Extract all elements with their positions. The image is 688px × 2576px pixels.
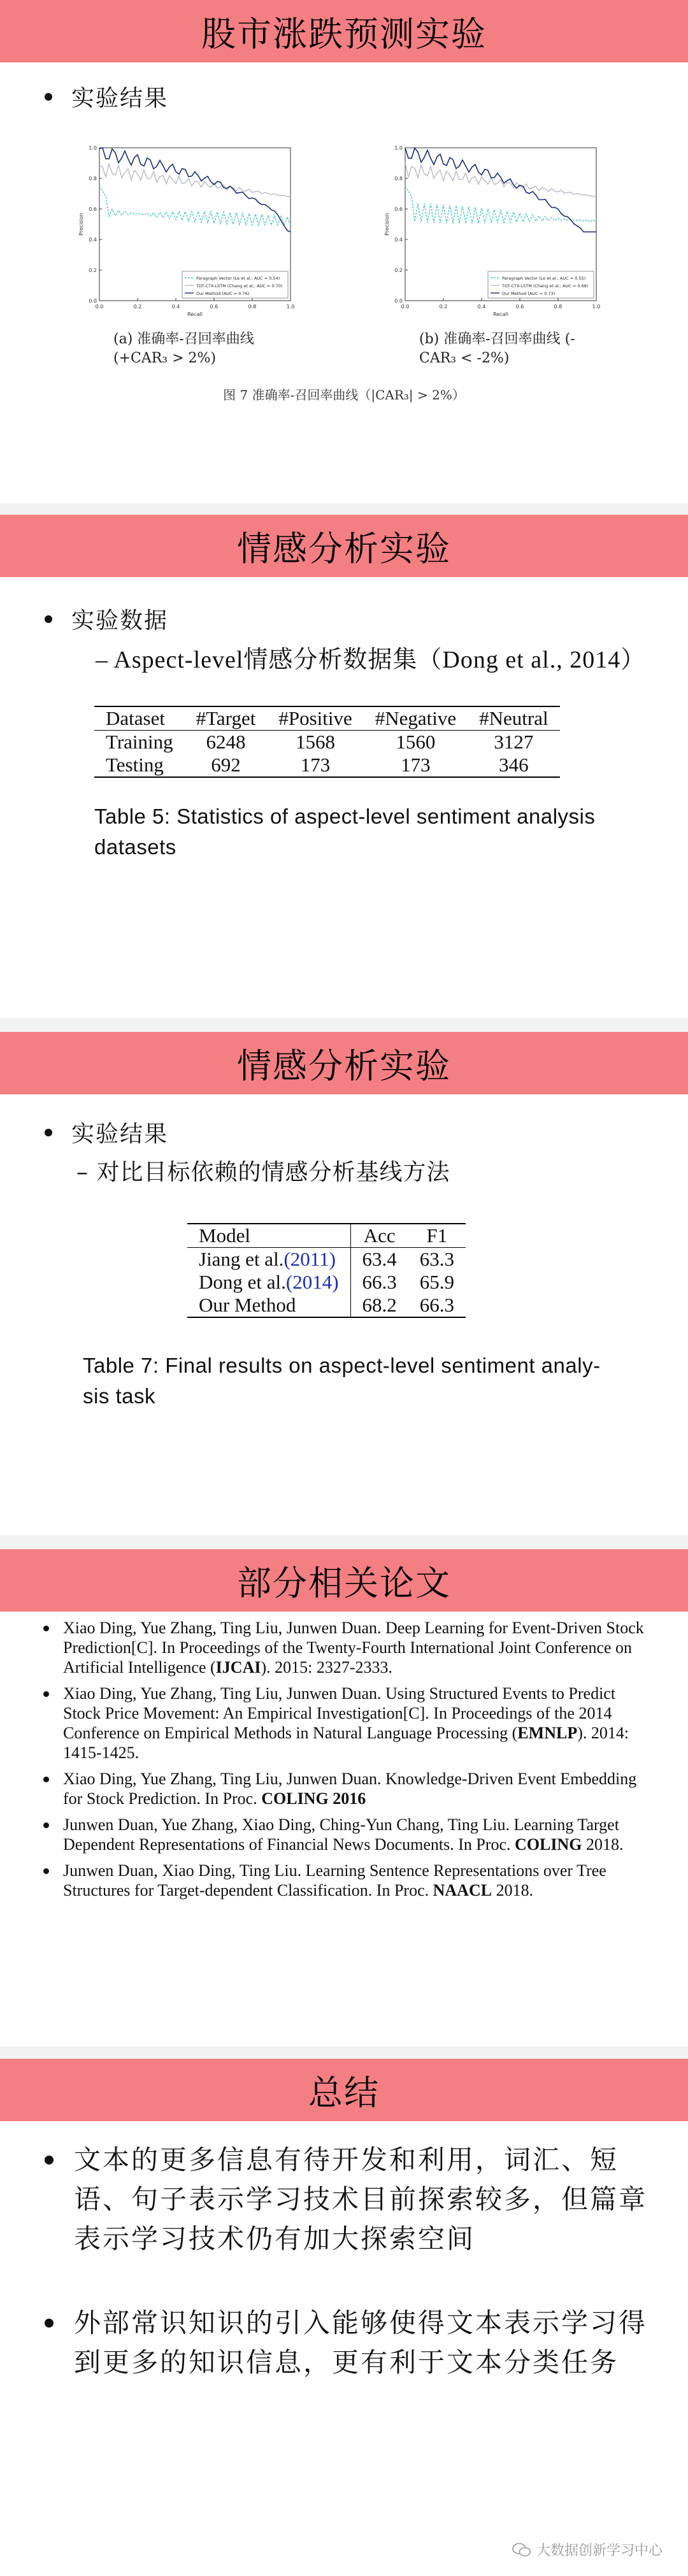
- reference-list: [43, 1618, 649, 1907]
- series-line-our-method: [405, 148, 596, 232]
- legend-entry: Our Method (AUC = 0.73): [502, 291, 555, 296]
- bullet-item: [45, 603, 168, 635]
- table-header: #Target: [196, 707, 256, 729]
- x-tick-label: 1.0: [592, 304, 601, 310]
- slide-title: 股市涨跌预测实验: [0, 0, 688, 62]
- x-axis-label: Recall: [493, 311, 508, 317]
- x-tick-label: 1.0: [286, 304, 295, 310]
- table-cell: 346: [499, 754, 529, 776]
- reference-item: Junwen Duan, Xiao Ding, Ting Liu. Learning Sentence Representations over Tree Structures for Target-dependent Classification. In Proc. NAACL 2018.: [43, 1861, 649, 1900]
- y-tick-label: 0.2: [89, 268, 97, 273]
- legend-entry: Paragraph Vector (Le et al.; AUC = 0.55): [502, 276, 586, 281]
- table-cell: Jiang et al.(2011): [187, 1248, 350, 1271]
- table-cell: 63.3: [419, 1248, 455, 1270]
- x-axis-label: Recall: [187, 311, 203, 317]
- x-tick-label: 0.8: [248, 304, 257, 310]
- table-header: F1: [426, 1224, 448, 1247]
- series-line-paragraph-vector: [405, 186, 596, 224]
- pr-chart-b-svg: [382, 140, 612, 325]
- bullet-dot-icon: [45, 615, 52, 623]
- slide-title: 总结: [0, 2059, 688, 2121]
- y-tick-label: 0.2: [394, 268, 403, 273]
- table-row: [187, 1294, 466, 1317]
- x-tick-label: 0.0: [401, 304, 410, 310]
- table-header-row: [187, 1224, 466, 1248]
- legend-entry: TGT-CTX-LSTM (Chang et al.; AUC = 0.70): [196, 283, 283, 289]
- table-cell: 3127: [494, 731, 534, 753]
- reference-item: Junwen Duan, Yue Zhang, Xiao Ding, Ching-Yun Chang, Ting Liu. Learning Target Dependent Representations of Financial News Documents. In Proc. COLING 2018.: [43, 1815, 649, 1854]
- y-tick-label: 1.0: [394, 145, 403, 151]
- chart-b-caption: (b) 准确率-召回率曲线 (- CAR₃ < -2%): [419, 331, 575, 366]
- pr-chart-a-svg: [76, 140, 306, 325]
- table-cell: 65.9: [419, 1271, 455, 1293]
- y-tick-label: 1.0: [89, 145, 97, 151]
- chart-a-caption: (a) 准确率-召回率曲线 (+CAR₃ > 2%): [113, 331, 254, 366]
- table-cell: 173: [300, 754, 331, 776]
- table-row: [187, 1248, 466, 1271]
- x-tick-label: 0.4: [477, 304, 486, 310]
- slide-sentiment-data: [0, 515, 688, 1024]
- table-header-row: [94, 706, 560, 731]
- x-tick-label: 0.4: [171, 304, 180, 310]
- bullet-text: 实验结果: [71, 85, 169, 111]
- bullet-dot-icon: [43, 1777, 49, 1782]
- x-tick-label: 0.2: [133, 304, 142, 310]
- y-axis-label: Precision: [78, 213, 84, 236]
- x-tick-label: 0.8: [554, 304, 563, 310]
- watermark: 大数据创新学习中心: [512, 2540, 663, 2559]
- y-tick-label: 0.0: [394, 298, 403, 304]
- bullet-dot-icon: [43, 1691, 49, 1697]
- slide-separator: [0, 1018, 688, 1032]
- y-tick-label: 0.6: [394, 206, 403, 212]
- results-table: [187, 1223, 466, 1318]
- table-cell: 6248: [206, 731, 246, 753]
- citation-link[interactable]: (2014): [285, 1271, 339, 1293]
- table-row: [94, 731, 560, 754]
- series-line-paragraph-vector: [99, 186, 290, 225]
- table-cell: 692: [211, 754, 241, 776]
- sub-bullet: – 对比目标依赖的情感分析基线方法: [76, 1159, 450, 1185]
- table-cell: 66.3: [419, 1294, 455, 1316]
- bullet-text: 实验数据: [71, 608, 169, 634]
- bullet-item: [45, 1116, 168, 1148]
- table-header: #Negative: [375, 707, 457, 729]
- table-row: [94, 754, 560, 777]
- y-tick-label: 0.0: [89, 298, 97, 304]
- x-tick-label: 0.0: [95, 304, 104, 310]
- bullet-dot-icon: [45, 1129, 52, 1136]
- slide-separator: [0, 1535, 688, 1549]
- series-line-tgt-ctx-lstm: [99, 164, 290, 197]
- figure-caption: 图 7 准确率-召回率曲线（|CAR₃| > 2%）: [223, 387, 465, 403]
- slide-stock-prediction: [0, 0, 688, 515]
- x-tick-label: 0.2: [439, 304, 448, 310]
- bullet-item: [45, 80, 168, 113]
- table-header: Model: [187, 1224, 350, 1248]
- slide-sentiment-results: [0, 1032, 688, 1542]
- table-caption: Table 5: Statistics of aspect-level sentiment analysis datasets: [94, 805, 596, 859]
- reference-item: Xiao Ding, Yue Zhang, Ting Liu, Junwen Duan. Knowledge-Driven Event Embedding for Stock Prediction. In Proc. COLING 2016: [43, 1769, 649, 1808]
- table-caption: Table 7: Final results on aspect-level sentiment analy- sis task: [83, 1354, 601, 1408]
- wechat-icon: [512, 2543, 531, 2557]
- bullet-text: 实验结果: [71, 1121, 169, 1147]
- summary-bullet: 外部常识知识的引入能够使得文本表示学习得到更多的知识信息，更有利于文本分类任务: [45, 2303, 650, 2382]
- reference-item: Xiao Ding, Yue Zhang, Ting Liu, Junwen Duan. Using Structured Events to Predict Stock Price Movement: An Empirical Investigation[C]. In Proceedings of the 2014 Conference on Empirical Methods in Natural Language Processing (EMNLP). 2014: 1415-1425.: [43, 1684, 649, 1763]
- slide-title: 部分相关论文: [0, 1549, 688, 1612]
- bullet-dot-icon: [43, 1626, 49, 1631]
- bullet-dot-icon: [45, 93, 52, 101]
- sub-bullet: – Aspect-level情感分析数据集（Dong et al., 2014）: [96, 647, 646, 673]
- slide-title: 情感分析实验: [0, 515, 688, 577]
- y-tick-label: 0.8: [394, 176, 403, 182]
- slide-title: 情感分析实验: [0, 1032, 688, 1094]
- bullet-dot-icon: [45, 2319, 54, 2328]
- table-cell: 1560: [396, 731, 436, 753]
- x-tick-label: 0.6: [515, 304, 524, 310]
- bullet-dot-icon: [43, 1868, 49, 1874]
- bullet-dot-icon: [45, 2156, 54, 2165]
- table-cell: 63.4: [362, 1248, 397, 1270]
- table-cell: 68.2: [362, 1294, 397, 1316]
- y-tick-label: 0.6: [89, 206, 97, 212]
- table-cell: 1568: [296, 731, 336, 753]
- y-tick-label: 0.4: [394, 237, 403, 243]
- legend-entry: Paragraph Vector (Le et al.; AUC = 0.54): [196, 276, 280, 281]
- table-cell: Testing: [106, 754, 164, 776]
- bullet-dot-icon: [43, 1822, 49, 1828]
- pr-chart-b: [382, 140, 612, 327]
- table-cell: Our Method: [187, 1294, 350, 1317]
- legend-entry: TGT-CTX-LSTM (Chang et al.; AUC = 0.68): [502, 283, 589, 289]
- y-tick-label: 0.8: [89, 176, 97, 182]
- y-axis-label: Precision: [384, 213, 390, 236]
- series-line-tgt-ctx-lstm: [405, 163, 596, 197]
- table-cell: 66.3: [362, 1271, 397, 1293]
- slide-separator: [0, 2046, 688, 2059]
- table-cell: Training: [106, 731, 173, 753]
- x-tick-label: 0.6: [210, 304, 219, 310]
- table-header: #Neutral: [479, 707, 548, 729]
- citation-link[interactable]: (2011): [283, 1248, 336, 1270]
- reference-item: Xiao Ding, Yue Zhang, Ting Liu, Junwen Duan. Deep Learning for Event-Driven Stock Prediction[C]. In Proceedings of the Twenty-Fourth International Joint Conference on Artificial Intelligence (IJCAI). 2015: 2327-2333.: [43, 1618, 649, 1677]
- legend-entry: Our Method (AUC = 0.76): [196, 291, 250, 296]
- table-cell: 173: [401, 754, 431, 776]
- table-header: #Positive: [278, 707, 352, 729]
- dataset-stats-table: [94, 706, 560, 778]
- summary-bullet: 文本的更多信息有待开发和利用，词汇、短语、句子表示学习技术目前探索较多，但篇章表示学习技术仍有加大探索空间: [45, 2140, 650, 2259]
- table-cell: Dong et al.(2014): [187, 1271, 350, 1294]
- table-row: [187, 1271, 466, 1294]
- table-header: Acc: [363, 1224, 396, 1247]
- slide-separator: [0, 503, 688, 515]
- pr-chart-a: [76, 140, 306, 327]
- table-header: Dataset: [106, 707, 165, 729]
- y-tick-label: 0.4: [89, 237, 97, 243]
- series-line-our-method: [99, 148, 290, 232]
